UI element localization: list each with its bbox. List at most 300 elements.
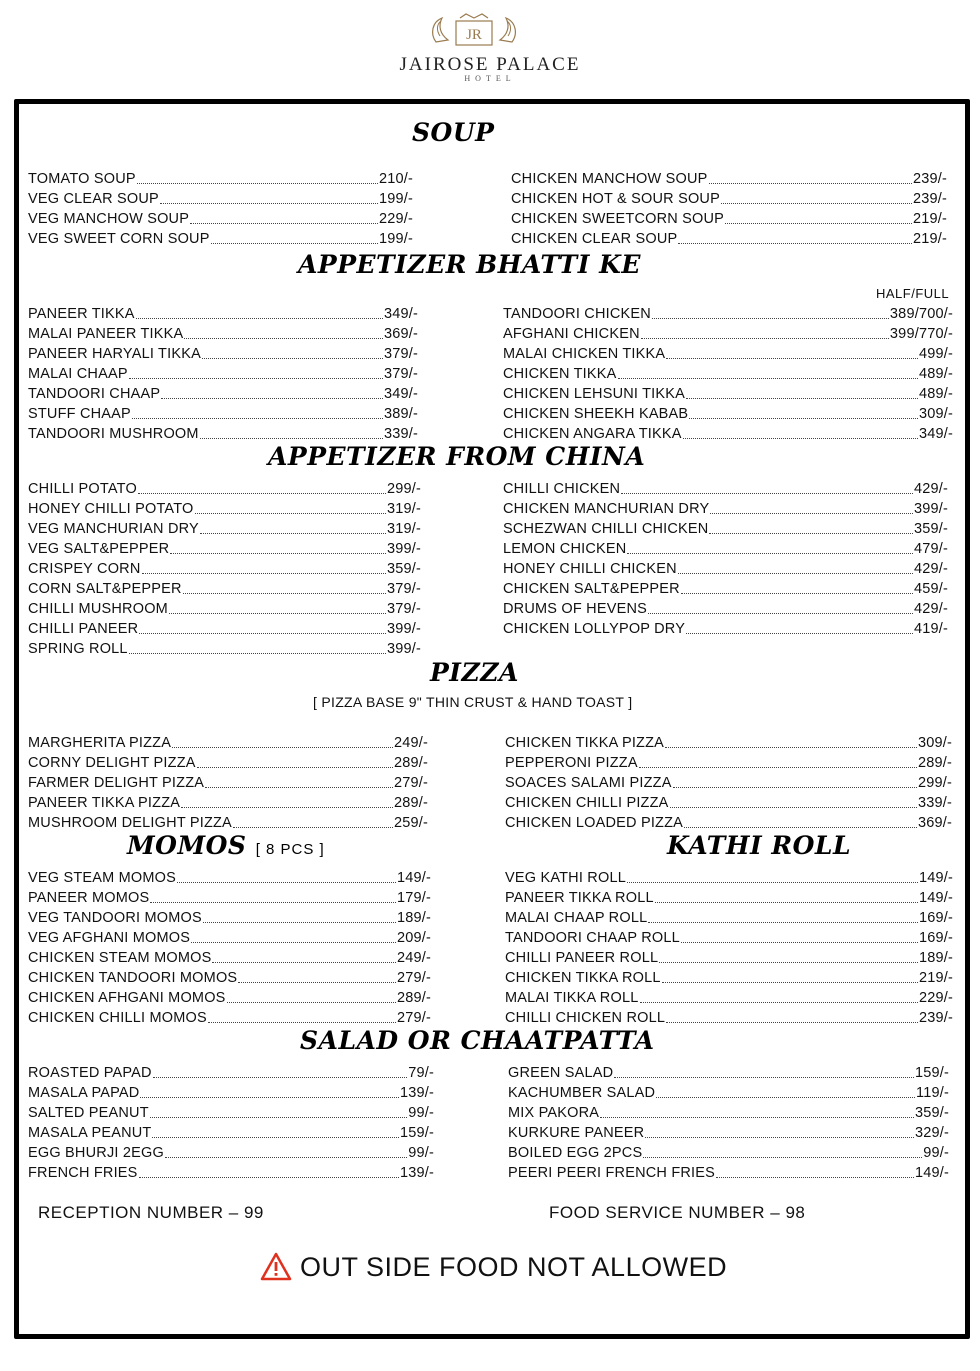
menu-item-name: SALTED PEANUT xyxy=(28,1105,149,1121)
dot-leader xyxy=(643,1157,922,1158)
menu-item-name: CHICKEN STEAM MOMOS xyxy=(28,950,212,966)
menu-item-name: CHILLI CHICKEN ROLL xyxy=(505,1010,666,1026)
dot-leader xyxy=(137,183,378,184)
menu-item xyxy=(505,907,953,927)
menu-item-price: 169/- xyxy=(918,930,953,946)
dot-leader xyxy=(678,243,912,244)
menu-item-price: 179/- xyxy=(396,890,431,906)
menu-item-name: VEG STEAM MOMOS xyxy=(28,870,177,886)
menu-item-price: 149/- xyxy=(396,870,431,886)
menu-item xyxy=(28,618,421,638)
hotel-logo xyxy=(0,0,980,100)
menu-item-name: CORN SALT&PEPPER xyxy=(28,581,182,597)
menu-item xyxy=(505,967,953,987)
dot-leader xyxy=(195,513,386,514)
dot-leader xyxy=(645,1137,914,1138)
menu-item-name: AFGHANI CHICKEN xyxy=(503,326,640,342)
menu-item-price: 399/- xyxy=(386,621,421,637)
dot-leader xyxy=(716,1177,914,1178)
menu-item xyxy=(503,383,953,403)
section-title-pizza: PIZZA xyxy=(430,658,519,687)
dot-leader xyxy=(233,827,393,828)
menu-item xyxy=(503,303,953,323)
menu-item-price: 349/- xyxy=(383,386,418,402)
dot-leader xyxy=(640,1002,918,1003)
dot-leader xyxy=(184,338,383,339)
menu-item-price: 279/- xyxy=(396,970,431,986)
menu-item-price: 209/- xyxy=(396,930,431,946)
menu-item-price: 219/- xyxy=(912,211,947,227)
menu-item-price: 379/- xyxy=(383,346,418,362)
menu-item xyxy=(503,598,948,618)
menu-item xyxy=(503,343,953,363)
dot-leader xyxy=(689,418,918,419)
menu-item xyxy=(28,228,413,248)
dot-leader xyxy=(212,962,395,963)
menu-item-price: 289/- xyxy=(917,755,952,771)
menu-item xyxy=(28,1062,434,1082)
menu-item-name: CHICKEN SHEEKH KABAB xyxy=(503,406,689,422)
menu-item xyxy=(503,558,948,578)
menu-item-name: CHICKEN LEHSUNI TIKKA xyxy=(503,386,686,402)
menu-item-name: MALAI CHAAP xyxy=(28,366,128,382)
hotel-subtitle: HOTEL xyxy=(464,74,516,83)
menu-item-name: CHICKEN TIKKA xyxy=(503,366,617,382)
menu-item-price: 139/- xyxy=(399,1085,434,1101)
menu-item xyxy=(505,947,953,967)
menu-item-price: 459/- xyxy=(913,581,948,597)
menu-item xyxy=(511,168,947,188)
menu-item-price: 339/- xyxy=(383,426,418,442)
menu-item-price: 219/- xyxy=(912,231,947,247)
half-full-label: HALF/FULL xyxy=(876,286,950,301)
dot-leader xyxy=(203,922,396,923)
menu-item xyxy=(28,1102,434,1122)
menu-item-name: DRUMS OF HEVENS xyxy=(503,601,647,617)
dot-leader xyxy=(160,203,378,204)
menu-item-price: 309/- xyxy=(917,735,952,751)
dot-leader xyxy=(652,318,889,319)
menu-item-name: VEG MANCHOW SOUP xyxy=(28,211,190,227)
menu-item-price: 239/- xyxy=(918,1010,953,1026)
menu-item-price: 359/- xyxy=(386,561,421,577)
dot-leader xyxy=(181,807,393,808)
menu-item xyxy=(503,323,953,343)
menu-item xyxy=(503,618,948,638)
menu-item-name: MALAI PANEER TIKKA xyxy=(28,326,184,342)
menu-item-price: 99/- xyxy=(408,1145,434,1161)
menu-item xyxy=(28,323,418,343)
menu-item xyxy=(505,867,953,887)
menu-item-name: VEG KATHI ROLL xyxy=(505,870,626,886)
menu-item-name: TANDOORI MUSHROOM xyxy=(28,426,199,442)
dot-leader xyxy=(238,982,396,983)
menu-item-name: MASALA PAPAD xyxy=(28,1085,140,1101)
menu-item xyxy=(28,188,413,208)
menu-item xyxy=(503,478,948,498)
dot-leader xyxy=(684,827,917,828)
menu-item-name: MALAI CHAAP ROLL xyxy=(505,910,648,926)
menu-item-price: 189/- xyxy=(396,910,431,926)
dot-leader xyxy=(140,1097,398,1098)
menu-item-name: CRISPEY CORN xyxy=(28,561,141,577)
dot-leader xyxy=(710,513,913,514)
dot-leader xyxy=(627,882,918,883)
menu-item xyxy=(28,403,418,423)
menu-item xyxy=(505,987,953,1007)
dot-leader xyxy=(142,573,386,574)
menu-item-name: BOILED EGG 2PCS xyxy=(508,1145,643,1161)
dot-leader xyxy=(139,1177,399,1178)
menu-item-name: CHICKEN MANCHURIAN DRY xyxy=(503,501,710,517)
menu-item xyxy=(503,423,953,443)
dot-leader xyxy=(200,533,386,534)
menu-item-name: CHICKEN CHILLI MOMOS xyxy=(28,1010,207,1026)
menu-item-name: KACHUMBER SALAD xyxy=(508,1085,656,1101)
dot-leader xyxy=(725,223,912,224)
menu-item-name: SOACES SALAMI PIZZA xyxy=(505,775,672,791)
dot-leader xyxy=(678,573,913,574)
menu-item xyxy=(508,1102,949,1122)
menu-item-name: CHICKEN LOADED PIZZA xyxy=(505,815,684,831)
dot-leader xyxy=(153,1077,407,1078)
menu-item-price: 149/- xyxy=(918,890,953,906)
menu-item xyxy=(28,598,421,618)
menu-item-price: 349/- xyxy=(918,426,953,442)
menu-item-name: CHICKEN MANCHOW SOUP xyxy=(511,171,708,187)
menu-item xyxy=(28,752,428,772)
menu-item-price: 169/- xyxy=(918,910,953,926)
menu-item-price: 369/- xyxy=(917,815,952,831)
pizza-base-note: [ PIZZA BASE 9" THIN CRUST & HAND TOAST ] xyxy=(313,694,633,710)
menu-item xyxy=(28,907,431,927)
menu-item-name: CHILLI MUSHROOM xyxy=(28,601,168,617)
menu-item xyxy=(503,363,953,383)
section-title-china: APPETIZER FROM CHINA xyxy=(268,442,646,471)
menu-item xyxy=(503,518,948,538)
menu-item xyxy=(28,987,431,1007)
dot-leader xyxy=(136,318,383,319)
menu-item xyxy=(505,752,952,772)
menu-item xyxy=(511,228,947,248)
menu-item xyxy=(508,1062,949,1082)
menu-item-name: CHICKEN CHILLI PIZZA xyxy=(505,795,669,811)
dot-leader xyxy=(132,418,383,419)
dot-leader xyxy=(666,358,918,359)
menu-item xyxy=(28,303,418,323)
menu-item-name: SCHEZWAN CHILLI CHICKEN xyxy=(503,521,709,537)
dot-leader xyxy=(648,613,913,614)
menu-item-price: 339/- xyxy=(917,795,952,811)
menu-item-price: 489/- xyxy=(918,386,953,402)
menu-item xyxy=(28,1122,434,1142)
menu-item-price: 399/- xyxy=(386,641,421,657)
menu-item-price: 299/- xyxy=(917,775,952,791)
menu-item-name: PEERI PEERI FRENCH FRIES xyxy=(508,1165,716,1181)
dot-leader xyxy=(686,633,913,634)
menu-item xyxy=(503,538,948,558)
menu-item-name: VEG CLEAR SOUP xyxy=(28,191,159,207)
menu-item-price: 429/- xyxy=(913,481,948,497)
menu-item-name: FARMER DELIGHT PIZZA xyxy=(28,775,205,791)
dot-leader xyxy=(681,942,918,943)
menu-item xyxy=(28,967,431,987)
dot-leader xyxy=(683,438,918,439)
menu-item-price: 210/- xyxy=(378,171,413,187)
logo-monogram: JR xyxy=(466,27,482,43)
dot-leader xyxy=(205,787,393,788)
menu-item-name: TANDOORI CHICKEN xyxy=(503,306,651,322)
menu-item xyxy=(508,1122,949,1142)
menu-item xyxy=(28,518,421,538)
menu-item-price: 289/- xyxy=(393,795,428,811)
menu-item-price: 199/- xyxy=(378,231,413,247)
menu-item-price: 389/- xyxy=(383,406,418,422)
menu-item-name: CHICKEN HOT & SOUR SOUP xyxy=(511,191,720,207)
momos-title-text: MOMOS xyxy=(127,831,247,860)
menu-item-price: 319/- xyxy=(386,521,421,537)
menu-item-name: PANEER MOMOS xyxy=(28,890,150,906)
menu-item-name: CHILLI CHICKEN xyxy=(503,481,621,497)
dot-leader xyxy=(662,982,918,983)
menu-item-price: 239/- xyxy=(912,171,947,187)
menu-item-name: VEG SWEET CORN SOUP xyxy=(28,231,210,247)
logo-crest-icon xyxy=(426,12,522,52)
menu-item-name: CHICKEN AFHGANI MOMOS xyxy=(28,990,226,1006)
menu-item xyxy=(505,792,952,812)
dot-leader xyxy=(197,767,393,768)
menu-item-name: PANEER TIKKA PIZZA xyxy=(28,795,181,811)
dot-leader xyxy=(191,942,396,943)
menu-item-price: 279/- xyxy=(396,1010,431,1026)
dot-leader xyxy=(208,1022,396,1023)
dot-leader xyxy=(150,902,396,903)
menu-item-name: LEMON CHICKEN xyxy=(503,541,627,557)
menu-item-price: 149/- xyxy=(918,870,953,886)
menu-item-price: 259/- xyxy=(393,815,428,831)
menu-item-price: 489/- xyxy=(918,366,953,382)
menu-item-name: EGG BHURJI 2EGG xyxy=(28,1145,164,1161)
dot-leader xyxy=(139,633,386,634)
dot-leader xyxy=(665,747,917,748)
menu-item-price: 189/- xyxy=(918,950,953,966)
dot-leader xyxy=(656,1097,915,1098)
menu-item-price: 349/- xyxy=(383,306,418,322)
menu-item xyxy=(28,383,418,403)
menu-item-price: 239/- xyxy=(912,191,947,207)
menu-item-price: 289/- xyxy=(393,755,428,771)
menu-item xyxy=(28,792,428,812)
menu-item xyxy=(28,772,428,792)
hotel-name: JAIROSE PALACE xyxy=(399,54,581,75)
dot-leader xyxy=(202,358,383,359)
menu-item-name: KURKURE PANEER xyxy=(508,1125,645,1141)
menu-item-name: HONEY CHILLI POTATO xyxy=(28,501,194,517)
menu-item-price: 99/- xyxy=(408,1105,434,1121)
dot-leader xyxy=(227,1002,396,1003)
menu-item-price: 159/- xyxy=(399,1125,434,1141)
menu-item-name: GREEN SALAD xyxy=(508,1065,614,1081)
menu-item-name: PEPPERONI PIZZA xyxy=(505,755,638,771)
dot-leader xyxy=(666,1022,918,1023)
menu-item xyxy=(28,638,421,658)
menu-item-price: 419/- xyxy=(913,621,948,637)
menu-item-price: 309/- xyxy=(918,406,953,422)
menu-item-price: 399/- xyxy=(913,501,948,517)
section-title-soup: SOUP xyxy=(412,118,495,147)
dot-leader xyxy=(641,338,889,339)
menu-item-price: 329/- xyxy=(914,1125,949,1141)
menu-item-name: MALAI TIKKA ROLL xyxy=(505,990,639,1006)
dot-leader xyxy=(200,438,383,439)
menu-item xyxy=(505,887,953,907)
menu-item-name: MARGHERITA PIZZA xyxy=(28,735,172,751)
menu-item-price: 249/- xyxy=(396,950,431,966)
section-title-kathi: KATHI ROLL xyxy=(667,831,852,860)
reception-number: RECEPTION NUMBER – 99 xyxy=(38,1203,264,1222)
warning-triangle-icon xyxy=(260,1252,292,1282)
menu-item-name: PANEER TIKKA xyxy=(28,306,135,322)
dot-leader xyxy=(161,398,383,399)
menu-item-price: 159/- xyxy=(914,1065,949,1081)
menu-item-name: MIX PAKORA xyxy=(508,1105,600,1121)
menu-item xyxy=(511,188,947,208)
notice-text: OUT SIDE FOOD NOT ALLOWED xyxy=(300,1251,728,1282)
menu-item-price: 389/700/- xyxy=(889,306,953,322)
menu-item xyxy=(28,423,418,443)
menu-item-name: PANEER TIKKA ROLL xyxy=(505,890,654,906)
menu-item-name: FRENCH FRIES xyxy=(28,1165,138,1181)
menu-item xyxy=(508,1082,949,1102)
menu-item-name: CHILLI PANEER xyxy=(28,621,139,637)
dot-leader xyxy=(129,653,386,654)
menu-item-price: 399/- xyxy=(386,541,421,557)
menu-item-name: CHICKEN SALT&PEPPER xyxy=(503,581,680,597)
menu-item-price: 229/- xyxy=(918,990,953,1006)
menu-item xyxy=(505,732,952,752)
section-title-bhatti: APPETIZER BHATTI KE xyxy=(298,250,641,279)
section-title-momos xyxy=(127,831,325,860)
menu-item xyxy=(28,867,431,887)
momos-pieces-note: [ 8 PCS ] xyxy=(255,841,325,858)
menu-item-price: 429/- xyxy=(913,601,948,617)
menu-item xyxy=(28,578,421,598)
menu-item-name: CHILLI PANEER ROLL xyxy=(505,950,659,966)
dot-leader xyxy=(621,493,913,494)
menu-item xyxy=(503,498,948,518)
dot-leader xyxy=(648,922,918,923)
dot-leader xyxy=(183,593,386,594)
menu-item xyxy=(505,1007,953,1027)
menu-item-name: VEG TANDOORI MOMOS xyxy=(28,910,202,926)
menu-item xyxy=(508,1162,949,1182)
dot-leader xyxy=(673,787,917,788)
dot-leader xyxy=(211,243,378,244)
menu-item-price: 359/- xyxy=(913,521,948,537)
menu-item-price: 289/- xyxy=(396,990,431,1006)
dot-leader xyxy=(655,902,918,903)
menu-item-name: SPRING ROLL xyxy=(28,641,128,657)
menu-item-name: TANDOORI CHAAP ROLL xyxy=(505,930,680,946)
dot-leader xyxy=(686,398,918,399)
menu-item xyxy=(28,168,413,188)
menu-item-price: 99/- xyxy=(923,1145,949,1161)
menu-item xyxy=(28,1142,434,1162)
menu-item xyxy=(505,812,952,832)
menu-item-price: 149/- xyxy=(914,1165,949,1181)
dot-leader xyxy=(190,223,378,224)
dot-leader xyxy=(138,493,386,494)
menu-item-price: 429/- xyxy=(913,561,948,577)
menu-item-price: 139/- xyxy=(399,1165,434,1181)
dot-leader xyxy=(150,1117,407,1118)
menu-item xyxy=(503,578,948,598)
dot-leader xyxy=(618,378,918,379)
menu-item-price: 119/- xyxy=(916,1085,949,1101)
dot-leader xyxy=(709,533,912,534)
menu-item xyxy=(28,538,421,558)
dot-leader xyxy=(169,613,386,614)
dot-leader xyxy=(639,767,917,768)
menu-item xyxy=(28,1007,431,1027)
menu-item xyxy=(505,772,952,792)
dot-leader xyxy=(721,203,912,204)
menu-item xyxy=(28,887,431,907)
menu-item-price: 299/- xyxy=(386,481,421,497)
menu-item xyxy=(28,558,421,578)
menu-item xyxy=(28,947,431,967)
menu-item-name: CHICKEN LOLLYPOP DRY xyxy=(503,621,686,637)
menu-item xyxy=(511,208,947,228)
dot-leader xyxy=(600,1117,914,1118)
menu-item-name: CHICKEN CLEAR SOUP xyxy=(511,231,678,247)
menu-item-price: 229/- xyxy=(378,211,413,227)
menu-item-name: STUFF CHAAP xyxy=(28,406,131,422)
menu-item-name: ROASTED PAPAD xyxy=(28,1065,152,1081)
menu-item-name: CHICKEN TIKKA ROLL xyxy=(505,970,661,986)
menu-item-name: PANEER HARYALI TIKKA xyxy=(28,346,201,362)
menu-item-price: 399/770/- xyxy=(889,326,953,342)
menu-item-price: 319/- xyxy=(386,501,421,517)
menu-item xyxy=(28,343,418,363)
menu-item-name: CHICKEN ANGARA TIKKA xyxy=(503,426,682,442)
dot-leader xyxy=(172,747,393,748)
menu-item xyxy=(28,1082,434,1102)
menu-item xyxy=(503,403,953,423)
menu-item-price: 279/- xyxy=(393,775,428,791)
menu-item-price: 199/- xyxy=(378,191,413,207)
dot-leader xyxy=(681,593,913,594)
outside-food-notice xyxy=(260,1248,727,1286)
menu-item-price: 249/- xyxy=(393,735,428,751)
dot-leader xyxy=(659,962,918,963)
menu-item-name: TOMATO SOUP xyxy=(28,171,136,187)
menu-item-name: VEG MANCHURIAN DRY xyxy=(28,521,199,537)
menu-item xyxy=(28,927,431,947)
dot-leader xyxy=(627,553,912,554)
menu-item xyxy=(28,478,421,498)
menu-item-name: CHILLI POTATO xyxy=(28,481,137,497)
menu-item-name: HONEY CHILLI CHICKEN xyxy=(503,561,677,577)
menu-item-name: VEG AFGHANI MOMOS xyxy=(28,930,191,946)
dot-leader xyxy=(670,807,917,808)
section-title-salad: SALAD OR CHAATPATTA xyxy=(300,1026,655,1055)
menu-item-name: CHICKEN TIKKA PIZZA xyxy=(505,735,665,751)
menu-item xyxy=(28,208,413,228)
menu-item-name: TANDOORI CHAAP xyxy=(28,386,161,402)
menu-item-name: CHICKEN TANDOORI MOMOS xyxy=(28,970,238,986)
menu-item-price: 79/- xyxy=(408,1065,434,1081)
